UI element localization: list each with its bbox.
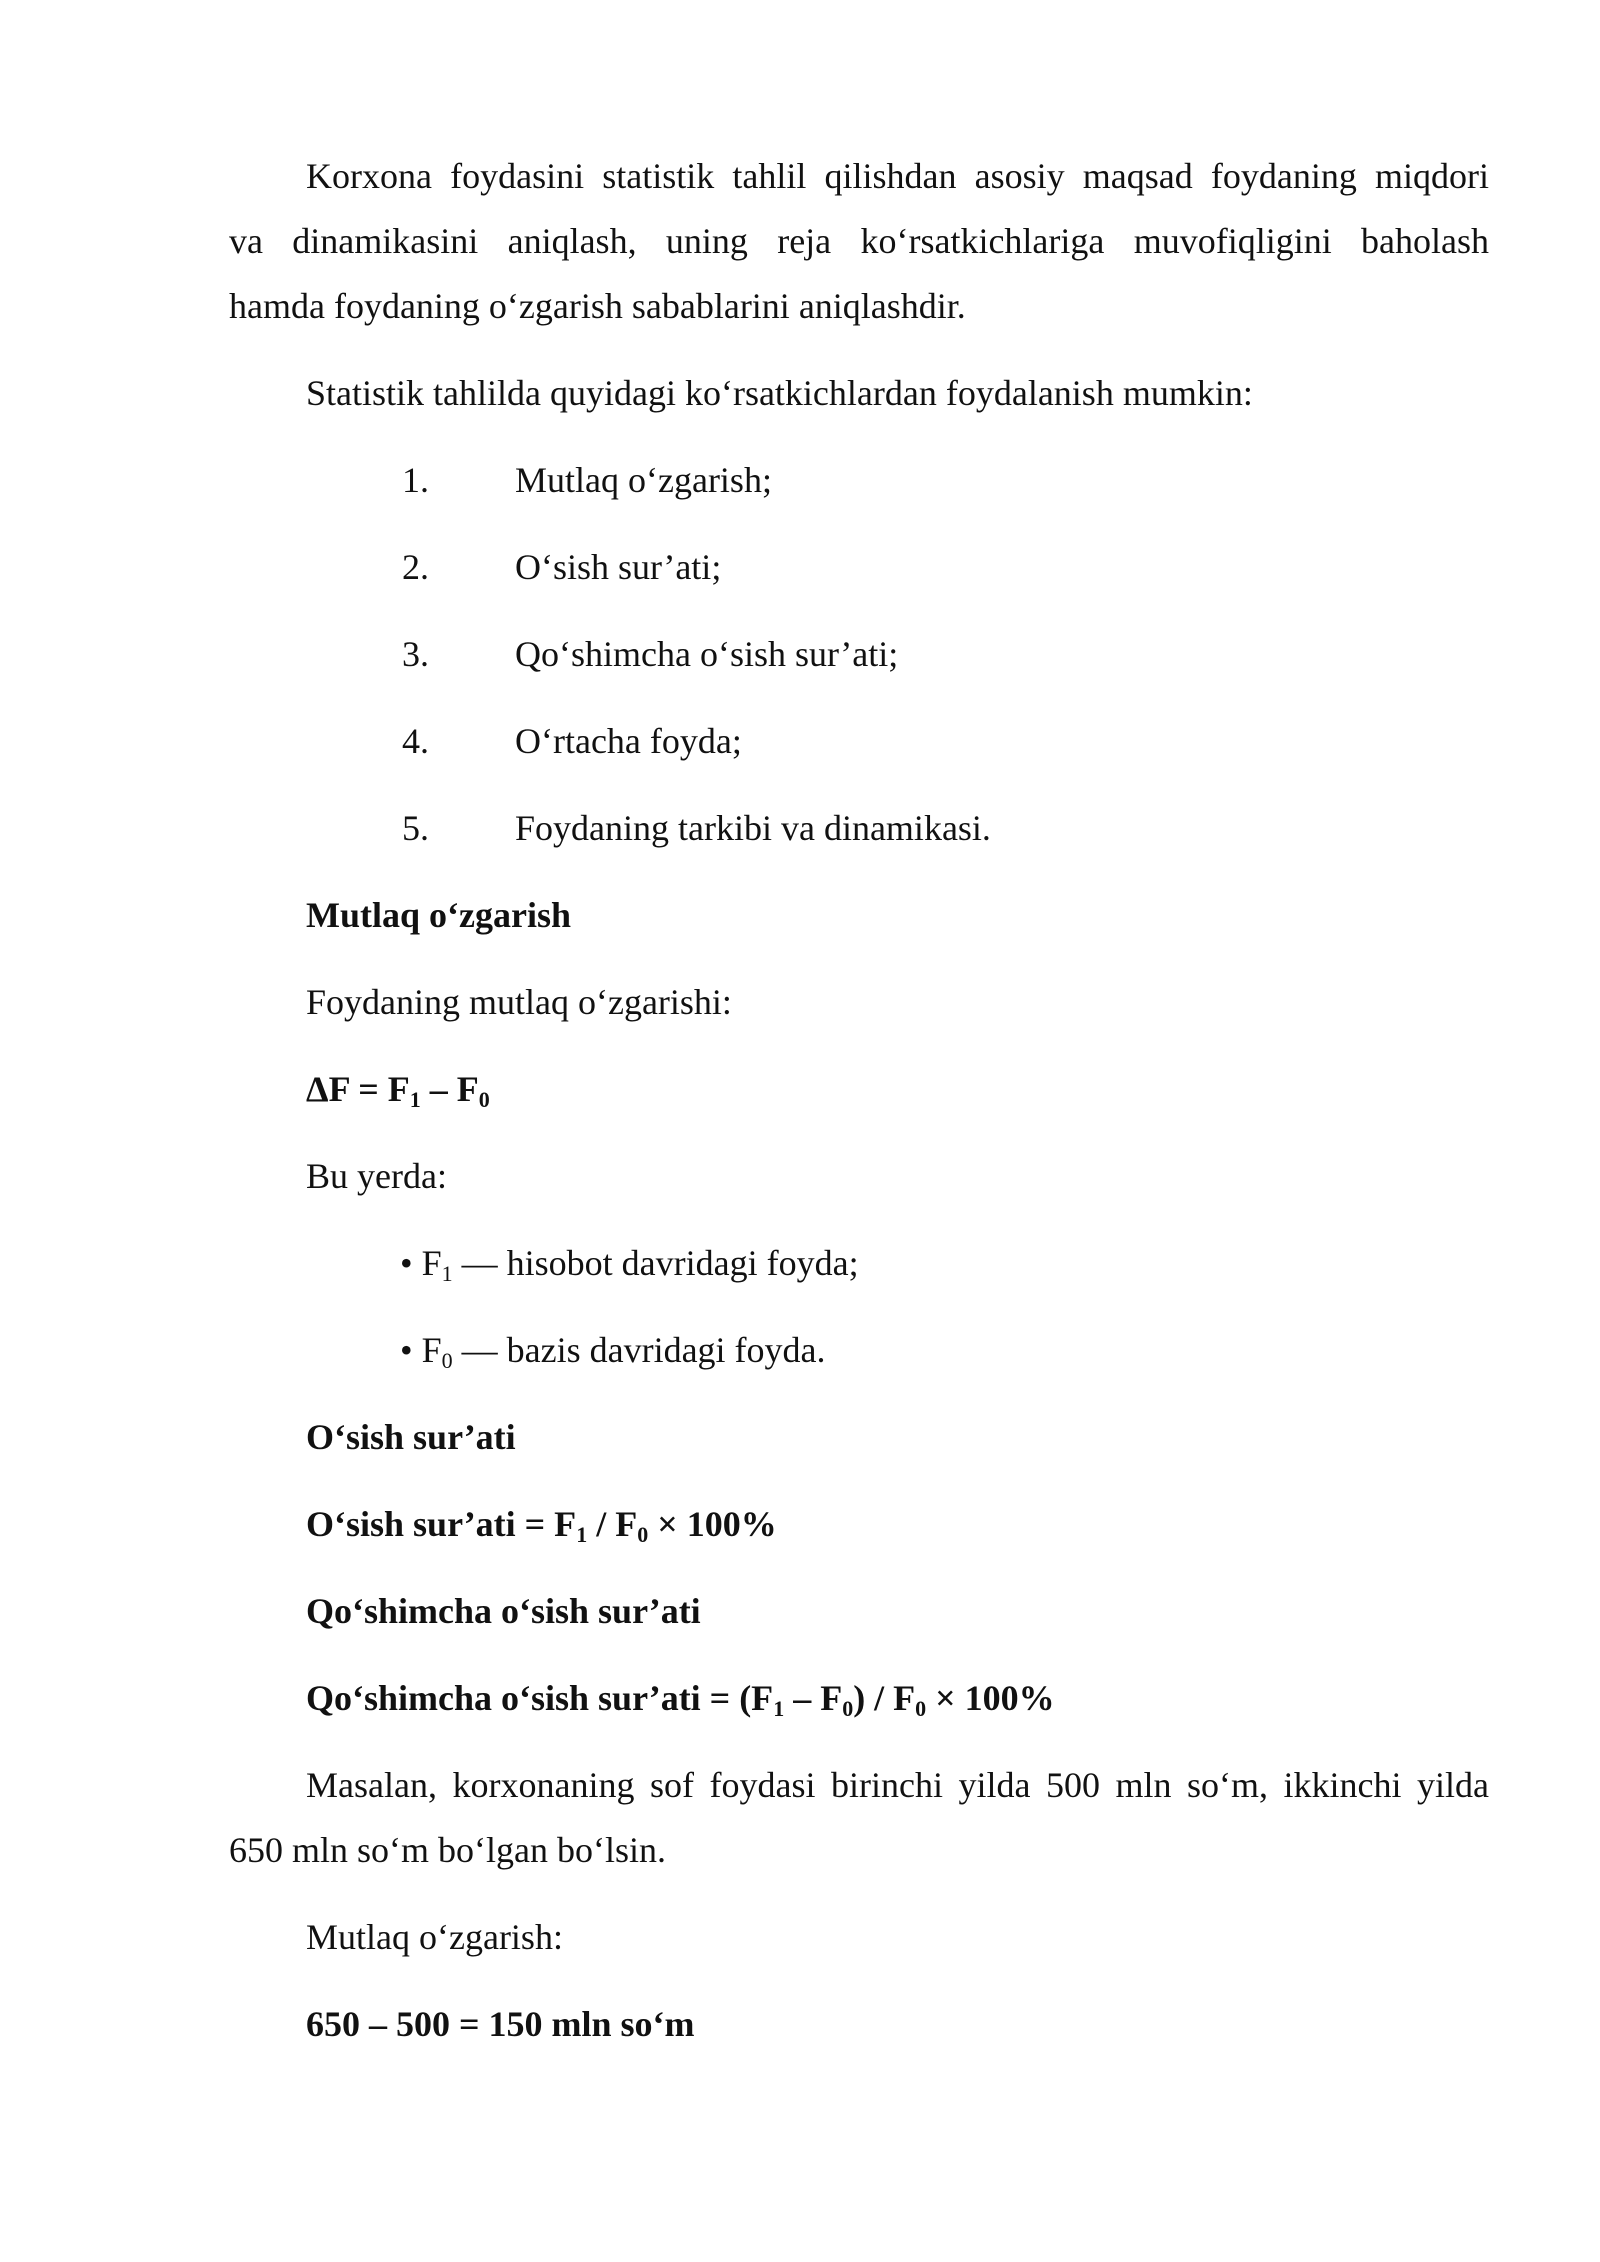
formula-absolute-change: $\Delta F = F_1 - F_0$	[306, 1069, 490, 1112]
list-number: 4.	[402, 721, 429, 761]
bullet-item: • $F_0$ — bazis davridagi foyda.	[400, 1330, 826, 1373]
paragraph-1-line-3: hamda foydaning o‘zgarish sabablarini aniqlashdir.	[229, 286, 966, 326]
example-line-2: 650 mln so‘m bo‘lgan bo‘lsin.	[229, 1830, 666, 1870]
paragraph-1-line-1: Korxona foydasini statistik tahlil qilishdan asosiy maqsad foydaning miqdori	[306, 156, 1489, 196]
where-label: Bu yerda:	[306, 1156, 447, 1196]
list-text: O‘sish sur’ati;	[515, 547, 722, 587]
formula-growth-rate: O‘sish sur’ati = $F_1 / F_0 \times 100\%$	[306, 1504, 777, 1547]
intro-paragraph: Statistik tahlilda quyidagi ko‘rsatkichlardan foydalanish mumkin:	[306, 373, 1253, 413]
example-result: 650 – 500 = 150 mln so‘m	[306, 2004, 695, 2044]
section-heading-growth-rate: O‘sish sur’ati	[306, 1417, 516, 1457]
list-number: 1.	[402, 460, 429, 500]
bullet-item: • $F_1$ — hisobot davridagi foyda;	[400, 1243, 859, 1286]
paragraph-1-line-2: va dinamikasini aniqlash, uning reja ko‘rsatkichlariga muvofiqligini baholash	[229, 221, 1489, 261]
example-line-1: Masalan, korxonaning sof foydasi birinchi yilda 500 mln so‘m, ikkinchi yilda	[306, 1765, 1489, 1805]
absolute-change-label: Foydaning mutlaq o‘zgarishi:	[306, 982, 732, 1022]
bullet-icon: •	[400, 1330, 413, 1370]
list-text: Mutlaq o‘zgarish;	[515, 460, 772, 500]
formula-additional-growth-rate: Qo‘shimcha o‘sish sur’ati = $(F_1 - F_0) / F_0 \times 100\%$	[306, 1678, 1055, 1721]
bullet-icon: •	[400, 1243, 413, 1283]
list-number: 3.	[402, 634, 429, 674]
list-number: 5.	[402, 808, 429, 848]
section-heading-additional-growth-rate: Qo‘shimcha o‘sish sur’ati	[306, 1591, 701, 1631]
list-number: 2.	[402, 547, 429, 587]
section-heading-absolute-change: Mutlaq o‘zgarish	[306, 895, 571, 935]
list-text: Qo‘shimcha o‘sish sur’ati;	[515, 634, 899, 674]
list-text: Foydaning tarkibi va dinamikasi.	[515, 808, 991, 848]
list-text: O‘rtacha foyda;	[515, 721, 742, 761]
example-absolute-change-label: Mutlaq o‘zgarish:	[306, 1917, 563, 1957]
